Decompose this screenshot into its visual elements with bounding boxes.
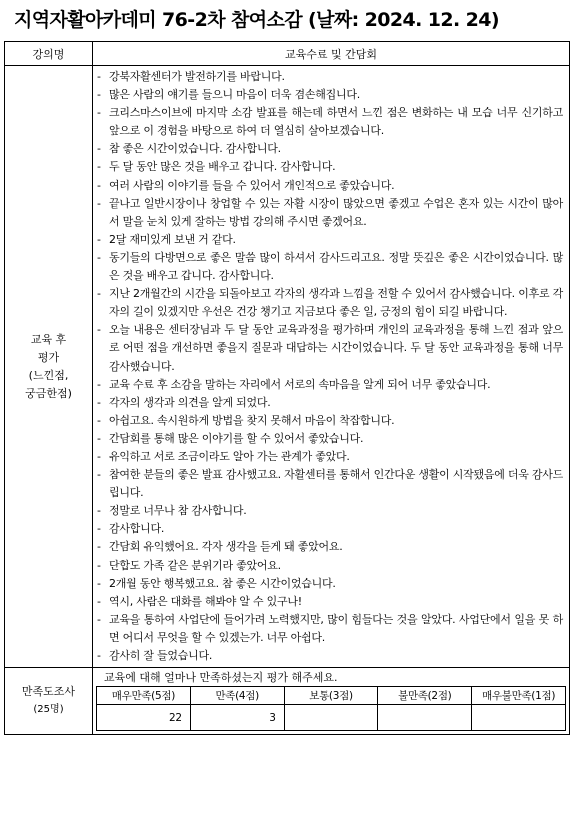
- comment-text: 많은 사람의 얘기를 들으니 마음이 더욱 겸손해집니다.: [109, 88, 360, 102]
- bullet-dash: -: [97, 178, 101, 192]
- comment-text: 간담회를 통해 많은 이야기를 할 수 있어서 좋았습니다.: [109, 431, 364, 445]
- comment-text: 정말로 너무나 참 감사합니다.: [109, 504, 247, 518]
- comment-text: 오늘 내용은 센터장님과 두 달 동안 교육과정을 평가하며 개인의 교육과정을 통해 느낀 점과 앞으로 어떤 점을 개선하면 좋을지 질문과 대답하는 시간이었습니다. 두 달 동안 교육과정을 통해 너무 감사했습니다.: [109, 323, 563, 373]
- comment-text: 2개월 동안 행복했고요. 참 좋은 시간이었습니다.: [109, 576, 336, 590]
- bullet-dash: -: [97, 504, 101, 518]
- header-lecture-name-text: 강의명: [32, 47, 65, 61]
- satisfaction-question: 교육에 대해 얼마나 만족하셨는지 평가 해주세요.: [104, 671, 338, 685]
- comment-text: 끝나고 일반시장이나 창업할 수 있는 자활 시장이 많았으면 좋겠고 수업은 혼자 있는 시간이 많아서 말을 눈치 있게 잘하는 방법 강의해 주시면 좋겠어요.: [109, 196, 563, 228]
- comments-cell: [93, 66, 570, 668]
- comment-item: [97, 538, 563, 556]
- eval-label-cell: [5, 66, 93, 668]
- bullet-dash: -: [97, 106, 101, 120]
- bullet-dash: -: [97, 250, 101, 264]
- rating-header: 매우불만족(1점): [472, 687, 566, 705]
- header-course-content: [93, 42, 570, 66]
- comment-text: 동기들의 다방면으로 좋은 말씀 많이 하셔서 감사드리고요. 정말 뜻깊은 좋은 시간이었습니다. 많은 것을 배우고 갑니다. 감사합니다.: [109, 250, 563, 283]
- evaluation-table: [4, 41, 570, 735]
- comment-item: [97, 177, 563, 195]
- eval-label-line: 평가: [37, 350, 60, 364]
- bullet-dash: -: [97, 576, 101, 590]
- comment-item: [97, 376, 563, 394]
- comment-text: 지난 2개월간의 시간을 되돌아보고 각자의 생각과 느낌을 전할 수 있어서 감사했습니다. 이후로 각자의 길이 있겠지만 우선은 건강 챙기고 지금보다 좋은 일, 긍정의 힘이 되길 바랍니다.: [109, 287, 563, 319]
- comment-item: [97, 158, 563, 176]
- bullet-dash: -: [97, 232, 101, 246]
- rating-header: 불만족(2점): [378, 687, 472, 705]
- rating-count: [284, 705, 378, 731]
- bullet-dash: -: [97, 594, 101, 608]
- comment-item: [97, 104, 563, 140]
- rating-count: 3: [190, 705, 284, 731]
- comment-item: [97, 285, 563, 321]
- comment-text: 단합도 가족 같은 분위기라 좋았어요.: [109, 558, 281, 572]
- comment-item: [97, 195, 563, 231]
- bullet-dash: -: [97, 287, 101, 301]
- comment-item: [97, 231, 563, 249]
- comment-item: [97, 68, 563, 86]
- comment-text: 참 좋은 시간이었습니다. 감사합니다.: [109, 142, 281, 156]
- rating-header: 보통(3점): [284, 687, 378, 705]
- comment-item: [97, 321, 563, 375]
- bullet-dash: -: [97, 88, 101, 102]
- header-course-content-text: 교육수료 및 간담회: [284, 47, 377, 61]
- bullet-dash: -: [97, 449, 101, 463]
- satisfaction-label-cell: [5, 668, 93, 735]
- satisfaction-cell: [93, 668, 570, 735]
- comment-item: [97, 647, 563, 665]
- comment-text: 크리스마스이브에 마지막 소감 발표를 해는데 하면서 느낀 점은 변화하는 내 모습 너무 신기하고 앞으로 이 경험을 바탕으로 하여 더 열심히 살아보겠습니다.: [109, 106, 563, 138]
- bullet-dash: -: [97, 431, 101, 445]
- comment-item: [97, 430, 563, 448]
- comment-text: 유익하고 서로 조금이라도 알아 가는 관계가 좋았다.: [109, 449, 350, 463]
- comment-text: 강북자활센터가 발전하기를 바랍니다.: [109, 70, 285, 83]
- comment-item: [97, 557, 563, 575]
- bullet-dash: -: [97, 413, 101, 427]
- comment-item: [97, 394, 563, 412]
- rating-count: 22: [97, 705, 191, 731]
- bullet-dash: -: [97, 395, 101, 409]
- comment-item: [97, 86, 563, 104]
- comment-text: 아쉽고요. 속시원하게 방법을 찾지 못해서 마음이 착잡합니다.: [109, 413, 395, 427]
- bullet-dash: -: [97, 612, 101, 626]
- bullet-dash: -: [97, 70, 101, 83]
- comment-item: [97, 611, 563, 647]
- rating-header: 만족(4점): [190, 687, 284, 705]
- comment-text: 감사히 잘 들었습니다.: [109, 649, 213, 662]
- rating-header: 매우만족(5점): [97, 687, 191, 705]
- bullet-dash: -: [97, 142, 101, 156]
- bullet-dash: -: [97, 377, 101, 391]
- comment-item: [97, 448, 563, 466]
- header-lecture-name: [5, 42, 93, 66]
- comment-text: 참여한 분들의 좋은 발표 감사했고요. 자활센터를 통해서 인간다운 생활이 시작됐음에 더욱 감사드립니다.: [109, 468, 563, 500]
- comment-item: [97, 140, 563, 158]
- comment-item: [97, 593, 563, 611]
- comment-text: 2달 재미있게 보낸 거 같다.: [109, 232, 236, 246]
- satisfaction-table: [96, 686, 566, 731]
- comment-text: 교육 수료 후 소감을 말하는 자리에서 서로의 속마음을 알게 되어 너무 좋았습니다.: [109, 377, 491, 391]
- comment-text: 여러 사람의 이야기를 들을 수 있어서 개인적으로 좋았습니다.: [109, 178, 395, 192]
- bullet-dash: -: [97, 649, 101, 662]
- comment-item: [97, 575, 563, 593]
- comment-text: 간담회 유익했어요. 각자 생각을 듣게 돼 좋았어요.: [109, 540, 343, 554]
- comment-item: [97, 502, 563, 520]
- comment-text: 역시, 사람은 대화를 해봐야 알 수 있구나!: [109, 594, 302, 608]
- comment-item: [97, 412, 563, 430]
- comment-text: 감사합니다.: [109, 522, 165, 536]
- bullet-dash: -: [97, 160, 101, 174]
- comment-item: [97, 466, 563, 502]
- bullet-dash: -: [97, 196, 101, 210]
- comment-item: [97, 249, 563, 285]
- eval-label-line: 교육 후: [30, 332, 67, 346]
- bullet-dash: -: [97, 558, 101, 572]
- comment-text: 각자의 생각과 의견을 알게 되었다.: [109, 395, 271, 409]
- comments-list: [93, 66, 569, 667]
- comment-text: 두 달 동안 많은 것을 배우고 갑니다. 감사합니다.: [109, 160, 336, 174]
- satisfaction-label: 만족도조사: [21, 685, 76, 699]
- comment-text: 교육을 통하여 사업단에 들어가려 노력했지만, 많이 힘들다는 것을 알았다. 사업단에서 일을 못 하면 어디서 무엇을 할 수 있겠는가. 너무 아쉽다.: [109, 612, 563, 644]
- eval-label-line: 궁금한점): [25, 386, 72, 400]
- page-title: 지역자활아카데미 76-2차 참여소감 (날짜: 2024. 12. 24): [14, 9, 499, 31]
- respondent-count: (25명): [33, 704, 64, 716]
- bullet-dash: -: [97, 540, 101, 554]
- bullet-dash: -: [97, 468, 101, 482]
- eval-label-line: (느낀점,: [28, 368, 69, 382]
- rating-count: [378, 705, 472, 731]
- bullet-dash: -: [97, 323, 101, 337]
- bullet-dash: -: [97, 522, 101, 536]
- comment-item: [97, 520, 563, 538]
- rating-count: [472, 705, 566, 731]
